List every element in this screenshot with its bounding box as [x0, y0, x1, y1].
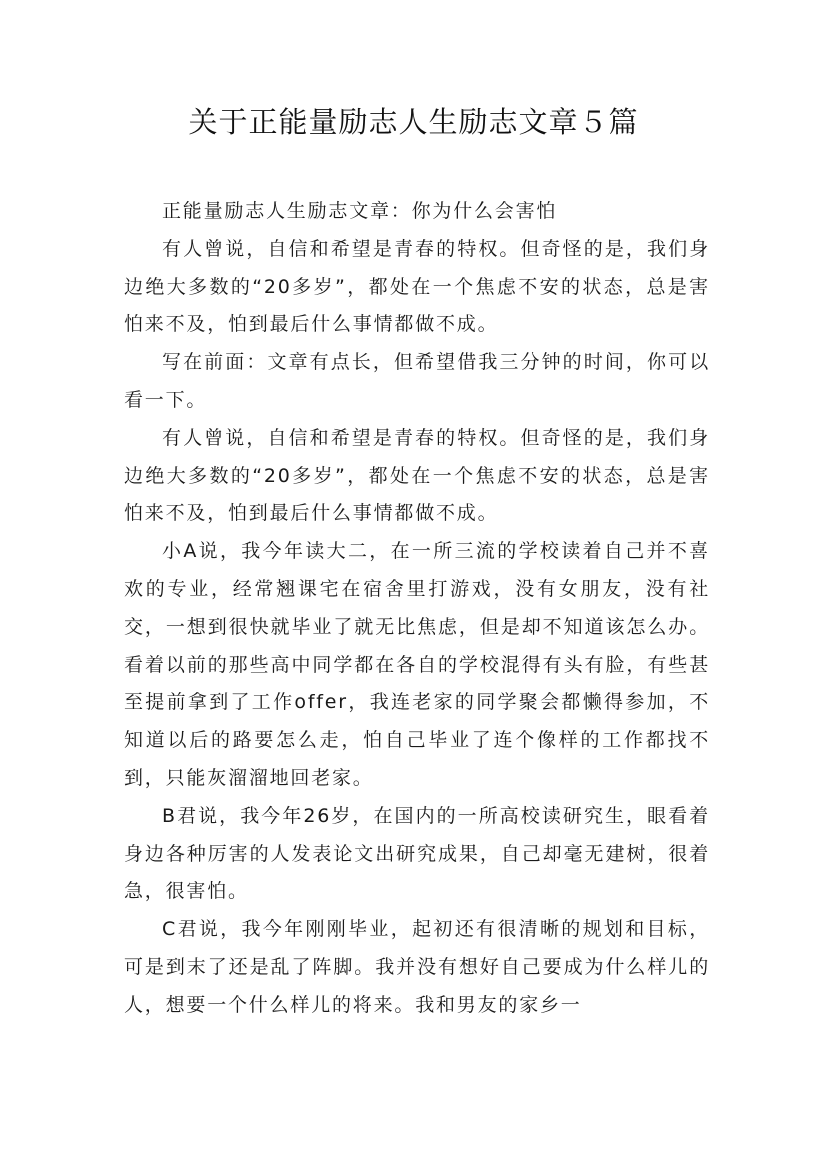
paragraph: B君说，我今年26岁，在国内的一所高校读研究生，眼看着身边各种厉害的人发表论文出研究成果，自己却毫无建树，很着急，很害怕。: [124, 804, 710, 903]
document-title: 关于正能量励志人生励志文章５篇: [188, 105, 639, 139]
document-body: [124, 193, 710, 1025]
paragraph: 正能量励志人生励志文章：你为什么会害怕: [162, 200, 558, 222]
paragraph: 小A说，我今年读大二，在一所三流的学校读着自己并不喜欢的专业，经常翘课宅在宿舍里打游戏，没有女朋友，没有社交，一想到很快就毕业了就无比焦虑，但是却不知道该怎么办。看着以前的那些高中同学都在各自的学校混得有头有脸，有些甚至提前拿到了工作offer，我连老家的同学聚会都懒得参加，不知道以后的路要怎么走，怕自己毕业了连个像样的工作都找不到，只能灰溜溜地回老家。: [124, 540, 710, 789]
paragraph: 有人曾说，自信和希望是青春的特权。但奇怪的是，我们身边绝大多数的“20多岁”，都处在一个焦虑不安的状态，总是害怕来不及，怕到最后什么事情都做不成。: [124, 426, 710, 525]
paragraph: 写在前面：文章有点长，但希望借我三分钟的时间，你可以看一下。: [124, 351, 710, 411]
paragraph: C君说，我今年刚刚毕业，起初还有很清晰的规划和目标，可是到末了还是乱了阵脚。我并没有想好自己要成为什么样儿的人，想要一个什么样儿的将来。我和男友的家乡一: [124, 918, 710, 1016]
paragraph: 有人曾说，自信和希望是青春的特权。但奇怪的是，我们身边绝大多数的“20多岁”，都处在一个焦虑不安的状态，总是害怕来不及，怕到最后什么事情都做不成。: [124, 237, 710, 336]
